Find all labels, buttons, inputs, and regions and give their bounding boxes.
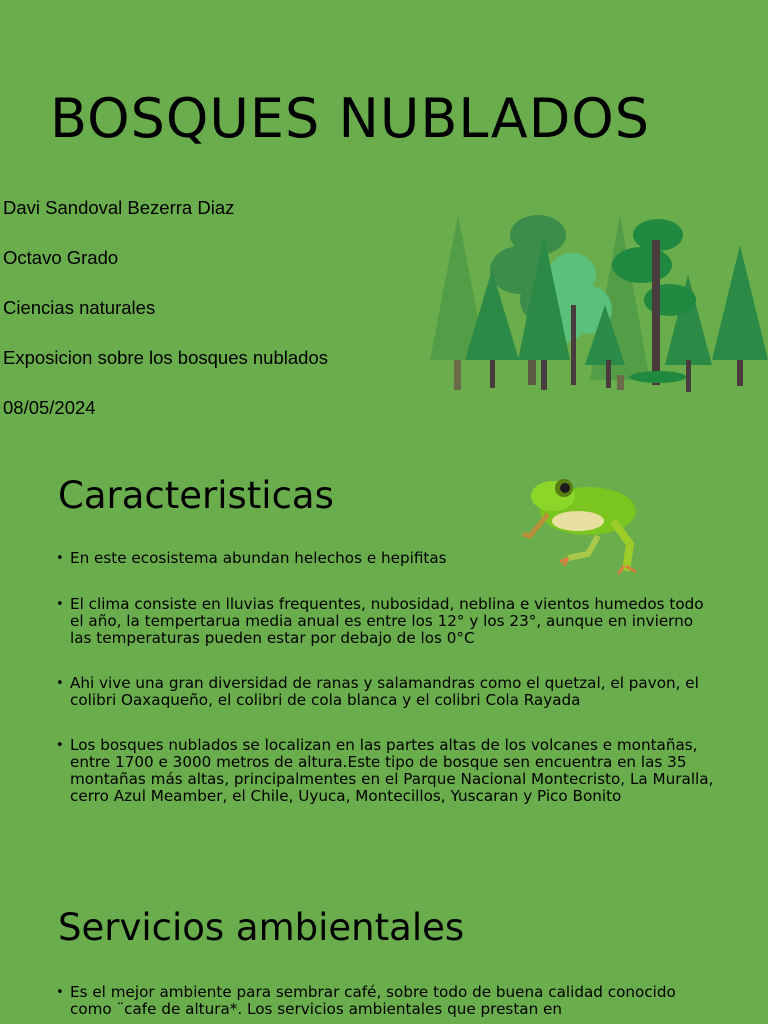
forest-illustration	[420, 210, 768, 400]
servicios-list	[56, 984, 716, 1018]
list-item: • En este ecosistema abundan helechos e hepifitas	[56, 550, 716, 567]
section-heading-caracteristicas: Caracteristicas	[58, 474, 334, 517]
author-name: Davi Sandoval Bezerra Diaz	[3, 197, 235, 218]
topic: Exposicion sobre los bosques nublados	[3, 347, 328, 368]
list-item: • El clima consiste en lluvias frequentes, nubosidad, neblina e vientos humedos todo el año, la tempertarua media anual es entre los 12° y los 23°, aunque en invierno las temperaturas pueden estar por debajo de los 0°C	[56, 596, 716, 647]
grade: Octavo Grado	[3, 247, 119, 268]
list-item: • Los bosques nublados se localizan en las partes altas de los volcanes e montañas, entre 1700 e 3000 metros de altura.Este tipo de bosque sen encuentra en las 35 montañas más altas, principalmentes en el Parque Nacional Montecristo, La Muralla, cerro Azul Meamber, el Chile, Uyuca, Montecillos, Yuscaran y Pico Bonito	[56, 737, 716, 805]
date: 08/05/2024	[3, 397, 96, 418]
caracteristicas-list	[56, 550, 716, 805]
page-title: BOSQUES NUBLADOS	[50, 87, 651, 150]
list-item: • Es el mejor ambiente para sembrar café, sobre todo de buena calidad conocido como ¨cafe de altura*. Los servicios ambientales que prestan en	[56, 984, 716, 1018]
list-item: • Ahi vive una gran diversidad de ranas y salamandras como el quetzal, el pavon, el colibri Oaxaqueño, el colibri de cola blanca y el colibri Cola Rayada	[56, 675, 716, 709]
subject: Ciencias naturales	[3, 297, 156, 318]
section-heading-servicios: Servicios ambientales	[58, 906, 465, 949]
author-info	[3, 195, 328, 445]
